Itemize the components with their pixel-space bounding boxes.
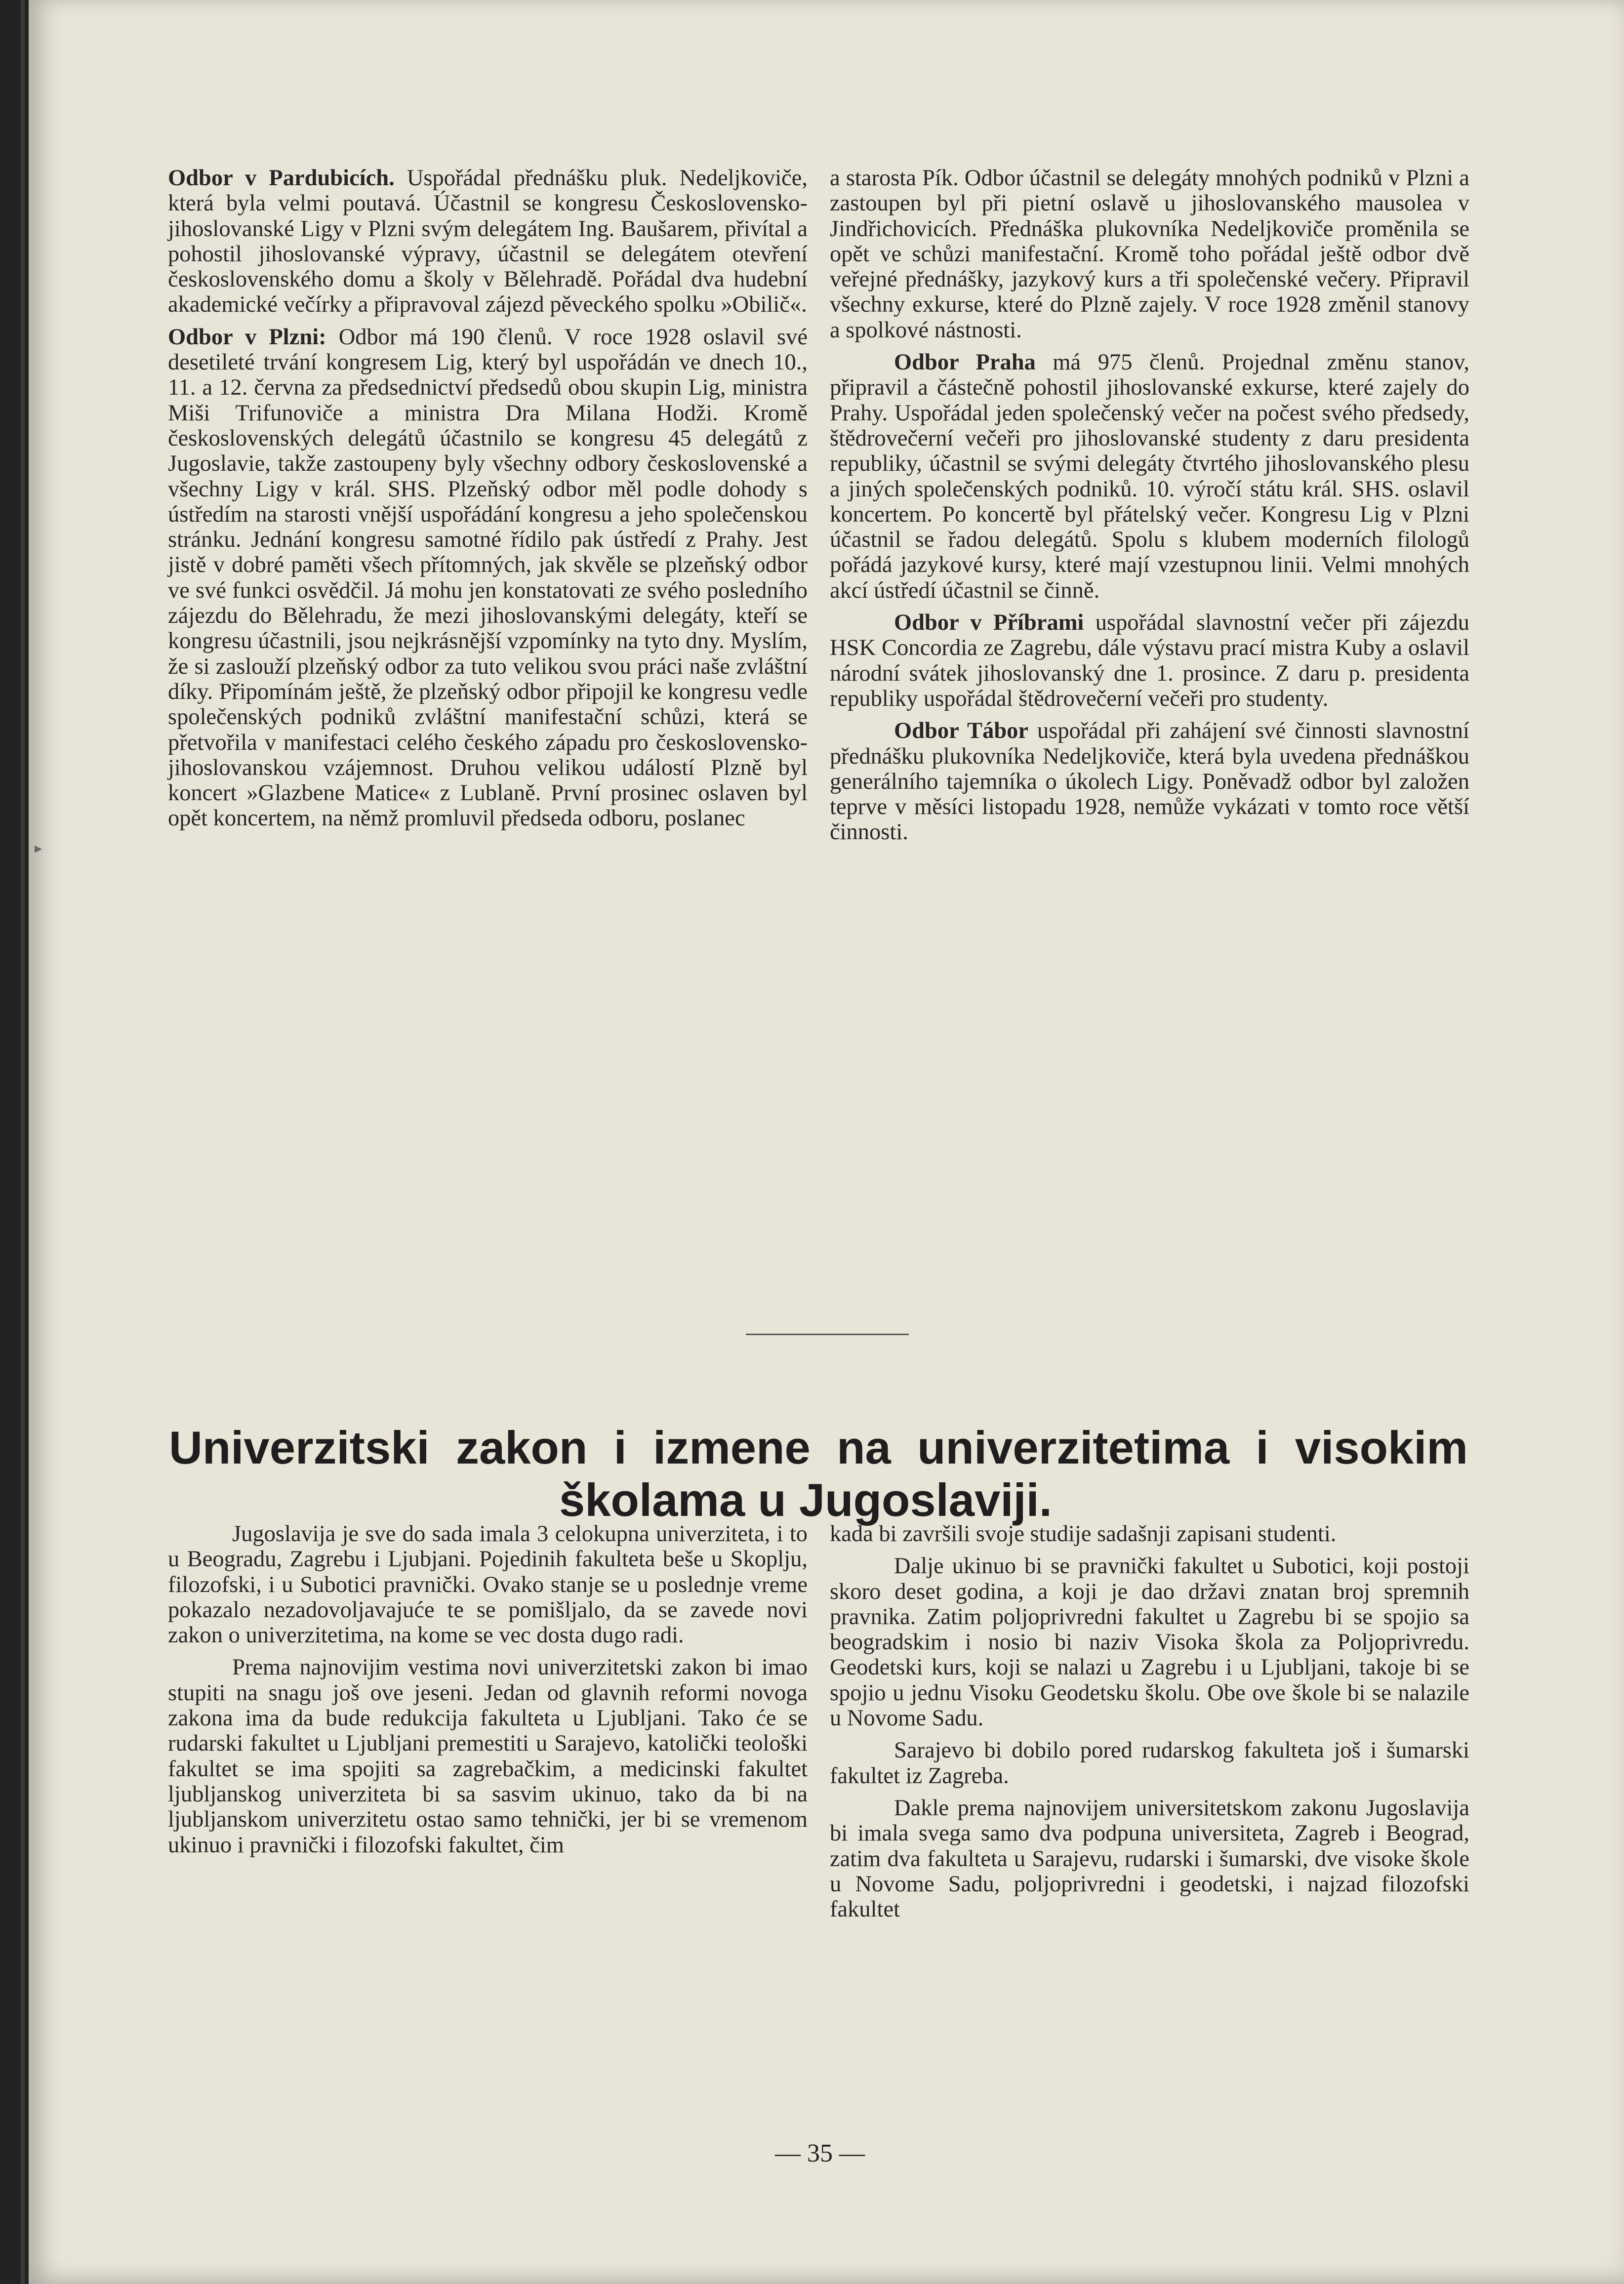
paragraph-pardubice [168,165,808,318]
paragraph-tabor [830,718,1469,845]
article-paragraph: kada bi završili svoje studije sadašnji zapisani studenti. [830,1521,1337,1547]
margin-mark: ▸ [35,840,42,856]
paragraph-text: Uspořádal přednášku pluk. Nedeljkoviče, která byla velmi poutavá. Účastnil se kongresu Československo-jihoslovanské Ligy v Plzni svým delegátem Ing. Baušarem, přivítal a pohostil jihoslovanské výpravy, účastnil se delegátem otevření československého domu a školy v Bělehradě. Pořádal dva hudební akademické večírky a připravoval zájezd pěveckého spolku »Obilič«. [168,165,808,318]
paragraph-praha [830,350,1469,603]
paragraph-plzen [168,325,808,831]
paragraph-text: uspořádal slavnostní večer při zájezdu HSK Concordia ze Zagrebu, dále výstavu prací mistra Kuby a oslavil národní svátek jihoslovanský dne 1. prosince. Z daru p. presidenta republiky uspořádal štědrovečerní večeři pro studenty. [830,610,1469,711]
article-paragraph: Prema najnovijim vestima novi univerzitetski zakon bi imao stupiti na snagu još ove jeseni. Jedan od glavnih reformi novoga zakona ima da bude redukcija fakulteta u Ljubljani. Tako će se rudarski fakultet u Ljubljani premestiti u Sarajevo, katolički teološki fakultet se ima spojiti sa zagrebačkim, a medicinski fakultet ljubljanskog univerziteta bi sa sasvim ukinuo, tako da bi na ljubljanskom univerzitetu ostao samo tehnički, jer bi se vremenom ukinuo i pravnički i filozofski fakultet, čim [168,1655,808,1858]
column-right-top [830,165,1469,845]
column-left-bottom [168,1521,808,1858]
page-number: — 35 — [775,2139,865,2167]
column-left-top [168,165,808,831]
paragraph-text: a starosta Pík. Odbor účastnil se delegáty mnohých podniků v Plzni a zastoupen byl při pietní oslavě u jihoslovanského mausolea v Jindřichovicích. Přednáška plukovníka Nedeljkoviče proměnila se opět ve schůzi manifestační. Kromě toho pořádal ještě odbor dvě veřejné přednášky, jazykový kurs a tři společenské večery. Připravil všechny exkurse, které do Plzně zajely. V roce 1928 změnil stanovy a spolkové nástnosti. [830,165,1469,343]
article-paragraph: Dakle prema najnovijem universitetskom zakonu Jugoslavija bi imala svega samo dva podpuna universiteta, Zagreb i Beograd, zatim dva fakulteta u Sarajevu, rudarski i šumarski, dve visoke škole u Novome Sadu, poljoprivredni i geodetski, i najzad filozofski fakultet [830,1795,1469,1922]
paragraph-lead: Odbor Praha [894,350,1036,375]
paragraph-lead: Odbor Tábor [894,718,1029,744]
paragraph-text: Odbor má 190 členů. V roce 1928 oslavil své desetileté trvání kongresem Lig, který byl uspořádán ve dnech 10., 11. a 12. června za předsednictví předsedů obou skupin Lig, ministra Miši Trifunoviče a ministra Dra Milana Hodži. Kromě československých delegátů účastnilo se kongresu 45 delegátů z Jugoslavie, takže zastoupeny byly všechny odbory československé a všechny Ligy v král. SHS. Plzeňský odbor měl podle dohody s ústředím na starosti vnější uspořádání kongresu a jeho společenskou stránku. Jednání kongresu samotné řídilo pak ústředí z Prahy. Jest jistě v dobré paměti všech přítomných, jak skvěle se plzeňský odbor ve své funkci osvědčil. Já mohu jen konstatovati ze svého posledního zájezdu do Bělehradu, že mezi jihoslovanskými delegáty, kteří se kongresu účastnili, jsou nejkrásnější vzpomínky na tyto dny. Myslím, že si zaslouží plzeňský odbor za tuto velikou svou práci naše zvláštní díky. Připomínám ještě, že plzeňský odbor připojil ke kongresu vedle společenských podniků zvláštní manifestační schůzi, která se přetvořila v manifestaci celého českého západu pro československo-jihoslovanskou vzájemnost. Druhou velikou událostí Plzně byl koncert »Glazbene Matice« z Lublaně. První prosinec oslaven byl opět koncertem, na němž promluvil předseda odboru, poslanec [168,324,808,831]
article-paragraph: Sarajevo bi dobilo pored rudarskog fakulteta još i šumarski fakultet iz Zagreba. [830,1738,1469,1789]
binding-edge [21,0,25,2284]
article-headline [169,1422,1468,1526]
headline-line-1: Univerzitski zakon i izmene na univerzitetima i visokim [169,1421,1468,1473]
headline-line-2: školama u Jugoslaviji. [559,1473,1052,1526]
paragraph-pribram [830,610,1469,711]
section-divider [746,1334,909,1335]
paragraph-text: uspořádal při zahájení své činnosti slavnostní přednášku plukovníka Nedeljkoviče, která byla uvedena přednáškou generálního tajemníka o úkolech Ligy. Poněvadž odbor byl založen teprve v měsíci listopadu 1928, nemůže vykázati v tomto roce větší činnosti. [830,718,1469,845]
paragraph-lead: Odbor v Plzni: [168,324,326,350]
paragraph-lead: Odbor v Příbrami [894,610,1084,636]
article-paragraph: Jugoslavija je sve do sada imala 3 celokupna univerziteta, i to u Beogradu, Zagrebu i Ljubjani. Pojedinih fakulteta beše u Skoplju, filozofski, i u Subotici pravnički. Ovako stanje se u poslednje vreme pokazalo nezadovoljavajuće te se pomišljalo, da se zavede novi zakon o univerzitetima, na kome se vec dosta dugo radi. [168,1521,808,1648]
paragraph-text: má 975 členů. Projednal změnu stanov, připravil a částečně pohostil jihoslovanské exkurse, které zajely do Prahy. Uspořádal jeden společenský večer na počest svého předsedy, štědrovečerní večeři pro jihoslovanské studenty z daru presidenta republiky, účastnil se svými delegáty čtvrtého jihoslovanského plesu a jiných společenských podniků. 10. výročí státu král. SHS. oslavil koncertem. Po koncertě byl přátelský večer. Kongresu Lig v Plzni účastnil se řadou delegátů. Spolu s klubem moderních filologů pořádá jazykové kursy, které mají vzestupnou linii. Velmi mnohých akcí ústředí účastnil se činně. [830,350,1469,603]
column-right-bottom [830,1521,1469,1922]
article-paragraph: Dalje ukinuo bi se pravnički fakultet u Subotici, koji postoji skoro deset godina, a koji je dao državi znatan broj spremnih pravnika. Zatim poljoprivredni fakultet u Zagrebu bi se spojio sa beogradskim i nosio bi naziv Visoka škola za Poljoprivredu. Geodetski kurs, koji se nalazi u Zagrebu i u Ljubljani, takoje bi se spojio u jednu Visoku Geodetsku školu. Obe ove škole bi se nalazile u Novome Sadu. [830,1553,1469,1731]
paragraph-lead: Odbor v Pardubicích. [168,165,395,191]
paragraph-plzen-continued [830,165,1469,343]
